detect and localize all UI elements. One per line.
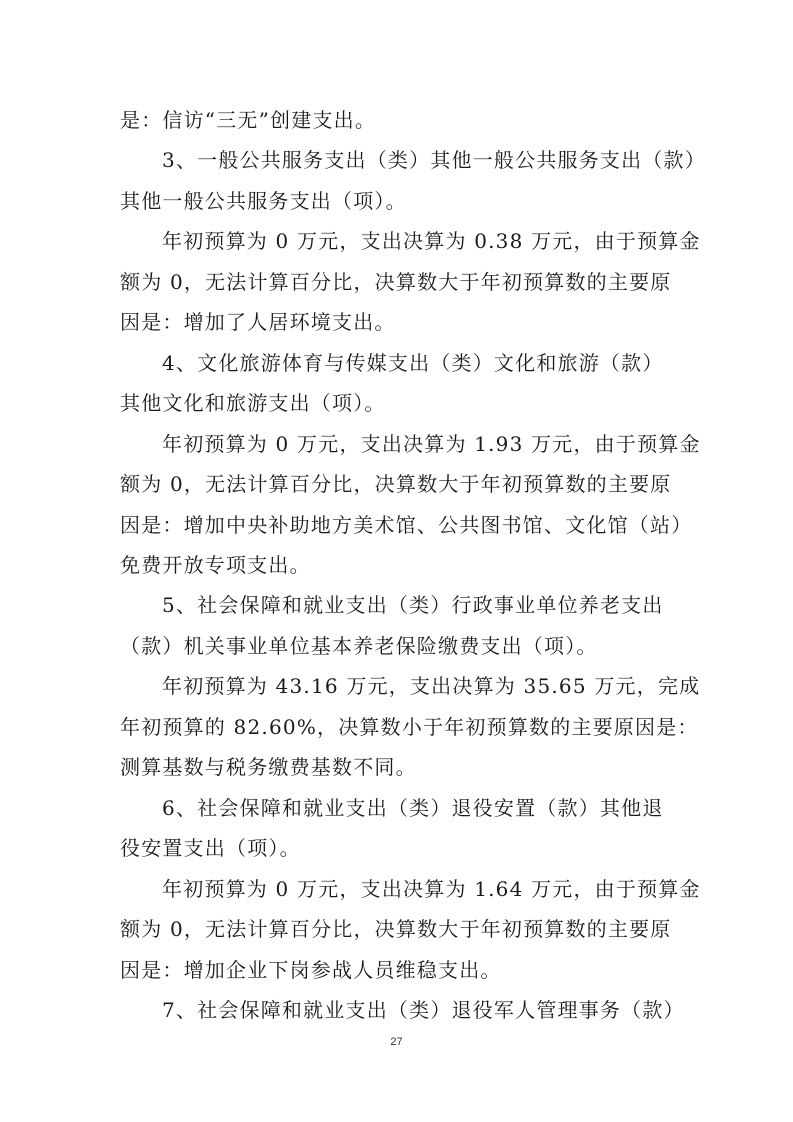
- text-line: 役安置支出（项）。: [120, 836, 301, 860]
- text-line: 额为 0，无法计算百分比，决算数大于年初预算数的主要原: [120, 917, 672, 941]
- text-line: 因是：增加企业下岗参战人员维稳支出。: [120, 958, 502, 982]
- text-line: 年初预算为 0 万元，支出决算为 1.93 万元，由于预算金: [162, 432, 701, 456]
- item-heading-3: 3、一般公共服务支出（类）其他一般公共服务支出（款）: [162, 148, 706, 172]
- page-number: 27: [390, 1036, 403, 1048]
- text-line: 因是：增加了人居环境支出。: [120, 310, 396, 334]
- text-line: 年初预算为 0 万元，支出决算为 0.38 万元，由于预算金: [162, 229, 701, 253]
- item-heading-6: 6、社会保障和就业支出（类）退役安置（款）其他退: [162, 796, 664, 820]
- item-heading-5: 5、社会保障和就业支出（类）行政事业单位养老支出: [162, 593, 664, 617]
- text-line: 是：信访“三无”创建支出。: [120, 108, 377, 132]
- text-line: 测算基数与税务缴费基数不同。: [120, 755, 417, 779]
- item-heading-4: 4、文化旅游体育与传媒支出（类）文化和旅游（款）: [162, 351, 664, 375]
- text-line: （款）机关事业单位基本养老保险缴费支出（项）。: [120, 634, 598, 658]
- text-line: 额为 0，无法计算百分比，决算数大于年初预算数的主要原: [120, 472, 672, 496]
- text-line: 年初预算为 43.16 万元，支出决算为 35.65 万元，完成: [162, 674, 701, 698]
- text-line: 其他文化和旅游支出（项）。: [120, 391, 386, 415]
- text-line: 其他一般公共服务支出（项）。: [120, 189, 407, 213]
- text-line: 额为 0，无法计算百分比，决算数大于年初预算数的主要原: [120, 270, 672, 294]
- text-line: 免费开放专项支出。: [120, 553, 311, 577]
- text-line: 因是：增加中央补助地方美术馆、公共图书馆、文化馆（站）: [120, 513, 693, 537]
- item-heading-7: 7、社会保障和就业支出（类）退役军人管理事务（款）: [162, 998, 685, 1022]
- text-line: 年初预算的 82.60%，决算数小于年初预算数的主要原因是：: [120, 715, 699, 739]
- text-line: 年初预算为 0 万元，支出决算为 1.64 万元，由于预算金: [162, 877, 701, 901]
